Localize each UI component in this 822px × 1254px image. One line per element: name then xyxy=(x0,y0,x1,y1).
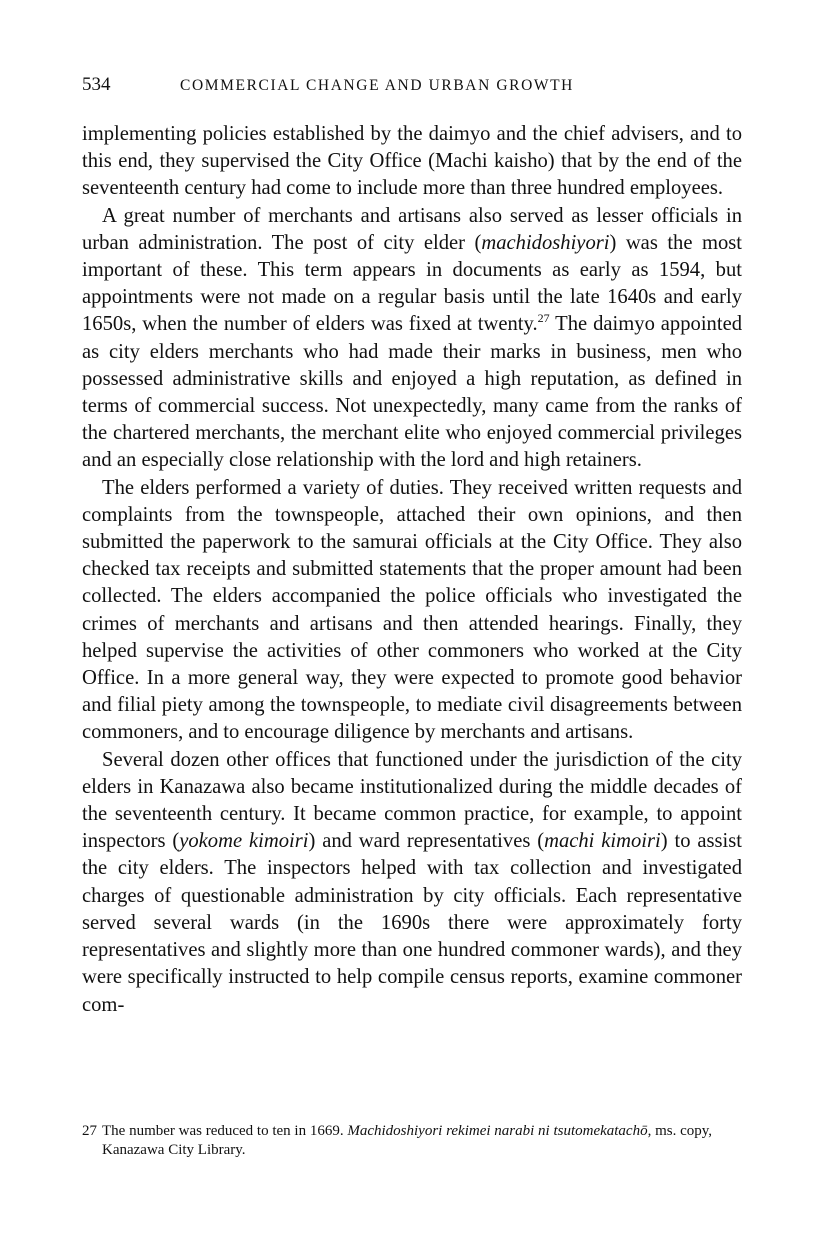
paragraph-3-text: The elders performed a variety of duties. They received written requests and complaints from the townspeople, attached their own opinions, and then submitted the paperwork to the samurai officials at the City Office. They also checked tax receipts and submitted statements that the proper amount had been collected. The elders accompanied the police officials who investigated the crimes of merchants and artisans and then attended hearings. Finally, they helped supervise the activities of other commoners who worked at the City Office. In a more general way, they were expected to promote good behavior and filial piety among the townspeople, to mediate civil disagreements between commoners, and to encourage diligence by merchants and artisans. xyxy=(82,476,742,744)
term-yokome-kimoiri: yokome kimoiri xyxy=(179,830,309,853)
page-number: 534 xyxy=(82,74,111,95)
term-machidoshiyori: machidoshiyori xyxy=(481,231,610,254)
paragraph-2-text-c: The daimyo appointed as city elders merchants who had made their marks in business, men who possessed administrative skills and enjoyed a high reputation, as defined in terms of commercial success. Not unexpectedly, many came from the ranks of the chartered merchants, the merchant elite who enjoyed commercial privileges and an especially close relationship with the lord and high retainers. xyxy=(82,313,743,472)
footnote-number: 27 xyxy=(82,1123,97,1139)
body-text xyxy=(82,121,742,1019)
paragraph-4-text-a: Several dozen other offices that functioned under the jurisdiction of the city elders in Kanazawa also became institutionalized during the middle decades of the seventeenth century. It became common practice, for example, to appoint inspectors ( xyxy=(82,748,742,853)
book-page xyxy=(82,72,742,1019)
footnote-27 xyxy=(82,1122,742,1160)
paragraph-4 xyxy=(82,747,742,1019)
paragraph-2 xyxy=(82,203,742,475)
footnotes xyxy=(82,1122,742,1160)
paragraph-1-text: implementing policies established by the daimyo and the chief advisers, and to this end, they supervised the City Office (Machi kaisho) that by the end of the seventeenth century had come to include more than three hundred employees. xyxy=(82,123,742,200)
paragraph-2-text-a: A great number of merchants and artisans also served as lesser officials in urban administration. The post of city elder ( xyxy=(82,204,742,254)
term-machi-kimoiri: machi kimoiri xyxy=(544,830,661,853)
footnote-reference-27[interactable]: 27 xyxy=(537,311,550,326)
footnote-source-title: Machidoshiyori rekimei narabi ni tsutomekatachō xyxy=(347,1123,648,1139)
paragraph-4-text-c: ) to assist the city elders. The inspectors helped with tax collection and investigated charges of questionable administration by city officials. Each representative served several wards (in the 1690s there were approximately forty representatives and slightly more than one hundred commoner wards), and they were specifically instructed to help compile census reports, examine commoner com- xyxy=(82,830,742,1016)
paragraph-1 xyxy=(82,121,742,203)
running-title: COMMERCIAL CHANGE AND URBAN GROWTH xyxy=(180,77,574,94)
paragraph-4-text-b: ) and ward representatives ( xyxy=(308,830,545,853)
paragraph-2-text-b: ) was the most important of these. This term appears in documents as early as 1594, but appointments were not made on a regular basis until the late 1640s and early 1650s, when the number of elders was fixed at twenty. xyxy=(82,231,742,336)
running-head xyxy=(82,72,742,99)
paragraph-3 xyxy=(82,475,742,747)
footnote-text xyxy=(102,1122,742,1160)
footnote-text-a: The number was reduced to ten in 1669. xyxy=(102,1123,348,1139)
footnote-text-b: , ms. copy, Kanazawa City Library. xyxy=(102,1123,713,1158)
